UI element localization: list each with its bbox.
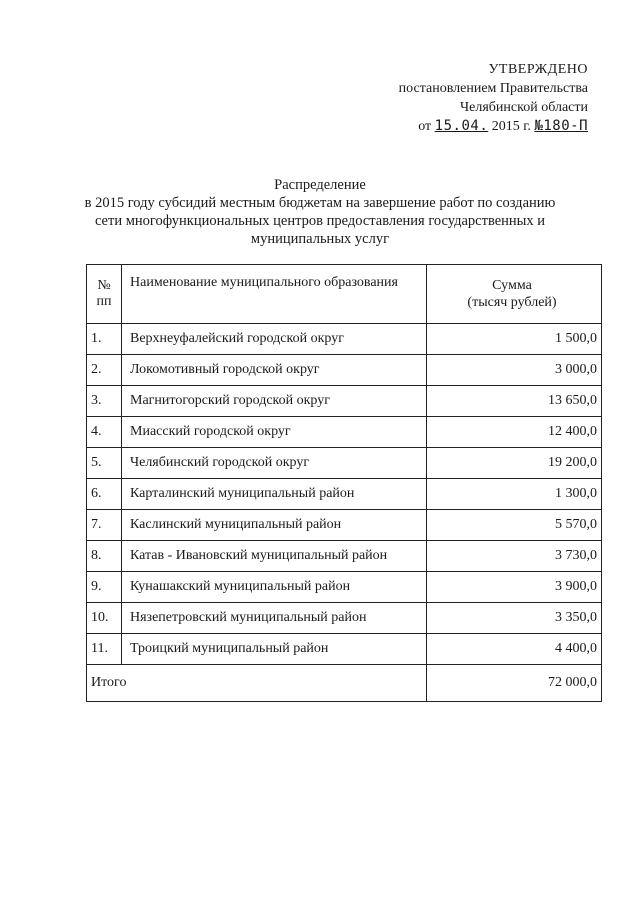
- row-sum: 3 000,0: [427, 355, 602, 386]
- table-row: [87, 541, 602, 572]
- document-title: Распределение: [274, 177, 366, 193]
- row-sum: 1 500,0: [427, 324, 602, 355]
- row-municipality: Нязепетровский муниципальный район: [122, 603, 427, 634]
- table-row: [87, 634, 602, 665]
- row-municipality: Кунашакский муниципальный район: [122, 572, 427, 603]
- row-number: 10.: [87, 603, 122, 634]
- row-number: 7.: [87, 510, 122, 541]
- table-header-row: [87, 265, 602, 324]
- row-sum: 13 650,0: [427, 386, 602, 417]
- row-municipality: Локомотивный городской округ: [122, 355, 427, 386]
- table-row: [87, 448, 602, 479]
- heading-line-2: сети многофункциональных центров предоставления государственных и: [94, 213, 546, 229]
- table-row: [87, 324, 602, 355]
- total-sum: 72 000,0: [427, 665, 602, 702]
- row-sum: 12 400,0: [427, 417, 602, 448]
- row-sum: 3 900,0: [427, 572, 602, 603]
- table-row: [87, 479, 602, 510]
- decree-year: 2015 г.: [491, 119, 531, 134]
- row-number: 4.: [87, 417, 122, 448]
- row-municipality: Каслинский муниципальный район: [122, 510, 427, 541]
- table-row: [87, 417, 602, 448]
- row-municipality: Карталинский муниципальный район: [122, 479, 427, 510]
- row-sum: 4 400,0: [427, 634, 602, 665]
- header-number-line-1: №: [97, 278, 111, 293]
- row-number: 6.: [87, 479, 122, 510]
- table-row: [87, 386, 602, 417]
- row-municipality: Миасский городской округ: [122, 417, 427, 448]
- row-sum: 3 730,0: [427, 541, 602, 572]
- table-row: [87, 510, 602, 541]
- header-number-line-2: пп: [96, 294, 112, 309]
- approval-line-1: постановлением Правительства: [398, 81, 588, 96]
- table-row: [87, 572, 602, 603]
- document-heading: [70, 176, 570, 248]
- decree-reference: [358, 117, 588, 136]
- heading-line-3: муниципальных услуг: [250, 231, 390, 247]
- distribution-table: [86, 264, 602, 702]
- row-number: 11.: [87, 634, 122, 665]
- approval-title: УТВЕРЖДЕНО: [488, 62, 588, 77]
- row-number: 2.: [87, 355, 122, 386]
- row-number: 1.: [87, 324, 122, 355]
- row-sum: 19 200,0: [427, 448, 602, 479]
- decree-prefix: от: [418, 119, 432, 134]
- table-row: [87, 603, 602, 634]
- table-row: [87, 355, 602, 386]
- row-municipality: Троицкий муниципальный район: [122, 634, 427, 665]
- header-sum-line-2: (тысяч рублей): [467, 295, 557, 310]
- header-number: [87, 265, 122, 324]
- heading-line-1: в 2015 году субсидий местным бюджетам на завершение работ по созданию: [84, 195, 556, 211]
- row-sum: 5 570,0: [427, 510, 602, 541]
- total-label: Итого: [87, 665, 427, 702]
- row-number: 5.: [87, 448, 122, 479]
- row-municipality: Катав - Ивановский муниципальный район: [122, 541, 427, 572]
- header-sum-line-1: Сумма: [492, 278, 532, 293]
- row-sum: 1 300,0: [427, 479, 602, 510]
- row-municipality: Верхнеуфалейский городской округ: [122, 324, 427, 355]
- row-sum: 3 350,0: [427, 603, 602, 634]
- approval-line-2: Челябинской области: [460, 100, 588, 115]
- row-municipality: Магнитогорский городской округ: [122, 386, 427, 417]
- row-number: 3.: [87, 386, 122, 417]
- approval-stamp: [358, 60, 588, 136]
- row-number: 9.: [87, 572, 122, 603]
- row-number: 8.: [87, 541, 122, 572]
- decree-number: №180-П: [534, 118, 588, 134]
- header-name: Наименование муниципального образования: [122, 265, 427, 324]
- row-municipality: Челябинский городской округ: [122, 448, 427, 479]
- header-sum: [427, 265, 602, 324]
- table-total-row: [87, 665, 602, 702]
- decree-date: 15.04.: [434, 118, 489, 134]
